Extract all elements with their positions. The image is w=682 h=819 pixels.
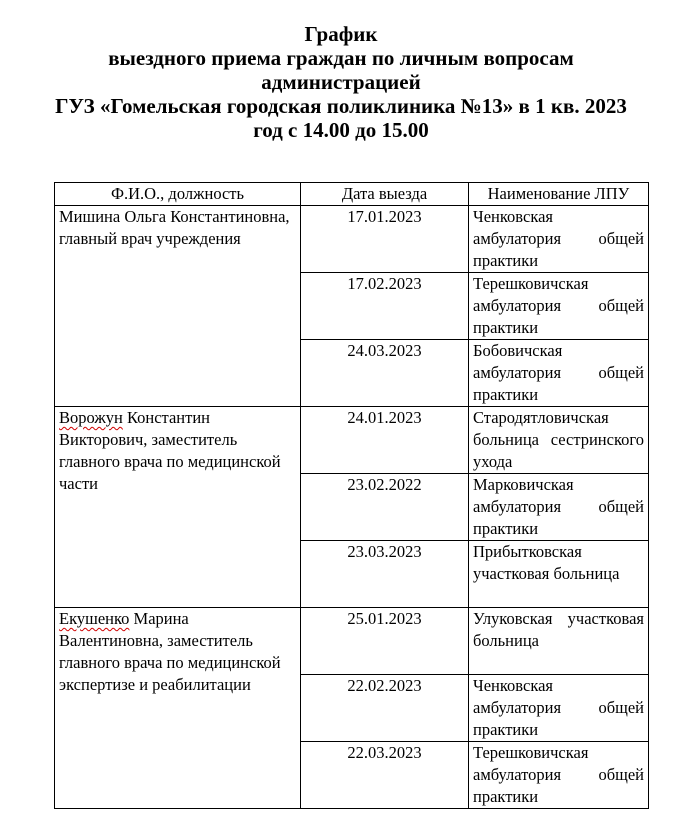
visit-date: 23.03.2023 bbox=[301, 541, 469, 608]
person-cell bbox=[55, 608, 301, 809]
lpu-name bbox=[469, 340, 649, 407]
lpu-name-text: Улуковская участковая больница bbox=[473, 609, 644, 650]
person-cell bbox=[55, 407, 301, 608]
header-date: Дата выезда bbox=[301, 183, 469, 206]
visit-date: 22.02.2023 bbox=[301, 675, 469, 742]
lpu-name-text: Прибытковская участковая больница bbox=[473, 542, 620, 583]
lpu-name bbox=[469, 474, 649, 541]
schedule-table bbox=[54, 182, 649, 809]
person-cell bbox=[55, 206, 301, 407]
visit-date: 17.02.2023 bbox=[301, 273, 469, 340]
visit-date: 25.01.2023 bbox=[301, 608, 469, 675]
lpu-name bbox=[469, 675, 649, 742]
lpu-name bbox=[469, 407, 649, 474]
visit-date: 24.03.2023 bbox=[301, 340, 469, 407]
table-row bbox=[55, 608, 649, 675]
person-surname: Мишина bbox=[59, 207, 121, 226]
person-details: Ольга Константиновна, главный врач учреждения bbox=[59, 207, 290, 248]
lpu-name bbox=[469, 206, 649, 273]
lpu-name bbox=[469, 608, 649, 675]
lpu-name-text: Терешковичская амбулатория общей практики bbox=[473, 743, 644, 806]
document-title bbox=[0, 22, 682, 142]
table-header-row bbox=[55, 183, 649, 206]
lpu-name-text: Ченковская амбулатория общей практики bbox=[473, 207, 644, 270]
person-details: Марина Валентиновна, заместитель главного врача по медицинской экспертизе и реабилитации bbox=[59, 609, 281, 694]
lpu-name-text: Марковичская амбулатория общей практики bbox=[473, 475, 644, 538]
lpu-name bbox=[469, 742, 649, 809]
title-line-4: ГУЗ «Гомельская городская поликлиника №13» в 1 кв. 2023 bbox=[55, 94, 627, 118]
visit-date: 24.01.2023 bbox=[301, 407, 469, 474]
visit-date: 22.03.2023 bbox=[301, 742, 469, 809]
table-row bbox=[55, 206, 649, 273]
header-lpu: Наименование ЛПУ bbox=[469, 183, 649, 206]
person-details: Константин Викторович, заместитель главного врача по медицинской части bbox=[59, 408, 281, 493]
lpu-name bbox=[469, 273, 649, 340]
visit-date: 23.02.2022 bbox=[301, 474, 469, 541]
lpu-name-text: Терешковичская амбулатория общей практики bbox=[473, 274, 644, 337]
lpu-name bbox=[469, 541, 649, 608]
visit-date: 17.01.2023 bbox=[301, 206, 469, 273]
person-surname: Ворожун bbox=[59, 408, 123, 427]
title-line-1: График bbox=[304, 22, 378, 46]
lpu-name-text: Стародятловичская больница сестринского ухода bbox=[473, 408, 644, 471]
header-person: Ф.И.О., должность bbox=[55, 183, 301, 206]
lpu-name-text: Бобовичская амбулатория общей практики bbox=[473, 341, 644, 404]
table-row bbox=[55, 407, 649, 474]
lpu-name-text: Ченковская амбулатория общей практики bbox=[473, 676, 644, 739]
title-line-5: год с 14.00 до 15.00 bbox=[253, 118, 429, 142]
title-line-3: администрацией bbox=[261, 70, 421, 94]
title-line-2: выездного приема граждан по личным вопросам bbox=[108, 46, 574, 70]
person-surname: Екушенко bbox=[59, 609, 130, 628]
